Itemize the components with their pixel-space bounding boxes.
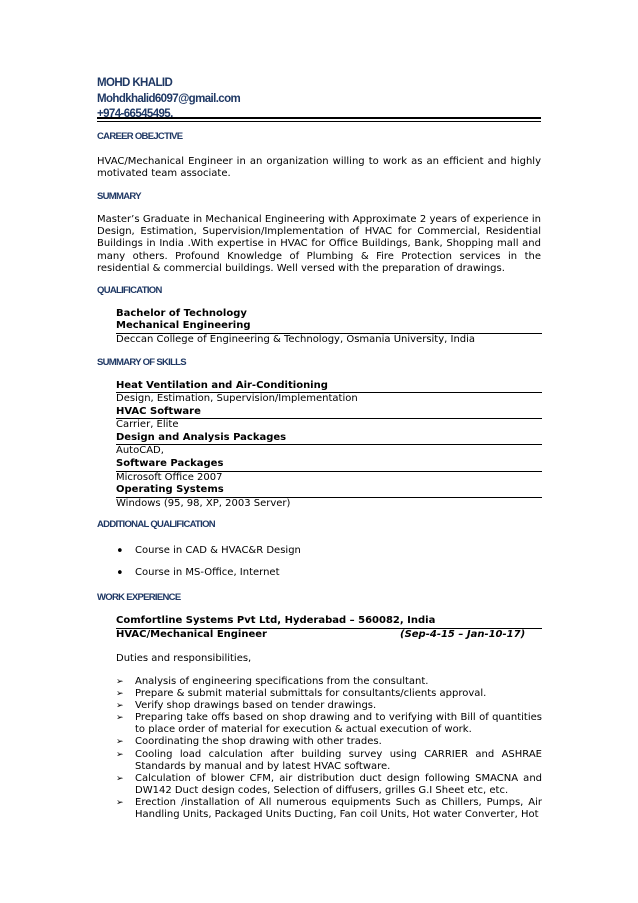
candidate-name: MOHD KHALID xyxy=(97,77,173,89)
duty-item xyxy=(116,676,542,688)
job-dates: (Sep-4-15 – Jan-10-17) xyxy=(400,628,526,640)
arrow-bullet-icon: ➢ xyxy=(116,749,124,760)
bullet-icon: • xyxy=(116,544,124,559)
skill-detail: Design, Estimation, Supervision/Implementation xyxy=(116,393,358,405)
duties-list xyxy=(116,676,542,821)
duty-item xyxy=(116,712,542,736)
qualification-title: QUALIFICATION xyxy=(97,285,162,296)
summary-text: Master’s Graduate in Mechanical Engineering with Approximate 2 years of experience in Design, Estimation, Supervision/Implementation of HVAC for Commercial, Residential Buildings in India .With expertise in HVAC for Office Buildings, Bank, Shopping mall and many others. Profound Knowledge of Plumbing & Fire Protection services in the residential & commercial buildings. Well versed with the preparation of drawings. xyxy=(97,214,541,274)
arrow-bullet-icon: ➢ xyxy=(116,701,124,712)
skill-heading: Design and Analysis Packages xyxy=(116,432,542,445)
list-item-text: Course in CAD & HVAC&R Design xyxy=(135,545,301,556)
duty-item xyxy=(116,700,542,712)
duty-text: Coordinating the shop drawing with other trades. xyxy=(135,736,382,748)
header-divider-thin xyxy=(97,121,541,122)
duty-text: Cooling load calculation after building survey using CARRIER and ASHRAE Standards by manual and by latest HVAC software. xyxy=(135,748,542,772)
duty-text: Erection /installation of All numerous equipments Such as Chillers, Pumps, Air Handling Units, Packaged Units Ducting, Fan coil Units, Hot water Converter, Hot xyxy=(135,796,542,821)
arrow-bullet-icon: ➢ xyxy=(116,797,124,808)
skills-block xyxy=(116,380,542,510)
skill-detail: Windows (95, 98, XP, 2003 Server) xyxy=(116,497,291,509)
email-address: Mohdkhalid6097@gmail.com xyxy=(97,92,241,105)
duty-text: Calculation of blower CFM, air distribution duct design following SMACNA and DW142 Duct design codes, Selection of diffusers, grilles G.I Sheet etc, etc. xyxy=(135,772,542,796)
degree-branch: Mechanical Engineering xyxy=(116,320,542,333)
phone-number: +974-66545495. xyxy=(97,108,173,120)
arrow-bullet-icon: ➢ xyxy=(116,713,124,724)
skill-detail: AutoCAD, xyxy=(116,445,164,457)
arrow-bullet-icon: ➢ xyxy=(116,737,124,748)
college-name: Deccan College of Engineering & Technology, Osmania University, India xyxy=(116,333,476,345)
duty-item xyxy=(116,797,542,821)
skill-heading: Operating Systems xyxy=(116,484,542,497)
duty-text: Analysis of engineering specifications from the consultant. xyxy=(135,676,429,687)
job-role: HVAC/Mechanical Engineer xyxy=(116,628,267,640)
arrow-bullet-icon: ➢ xyxy=(116,773,124,784)
skill-detail: Microsoft Office 2007 xyxy=(116,471,223,483)
additional-qualification-title: ADDITIONAL QUALIFICATION xyxy=(97,519,215,530)
summary-title: SUMMARY xyxy=(97,191,141,202)
job-role-row xyxy=(116,629,542,642)
header-divider xyxy=(97,117,541,119)
duty-item xyxy=(116,749,542,773)
skills-title: SUMMARY OF SKILLS xyxy=(97,357,186,368)
job-header xyxy=(116,615,542,641)
arrow-bullet-icon: ➢ xyxy=(116,689,124,700)
skill-heading: HVAC Software xyxy=(116,406,542,419)
degree-name: Bachelor of Technology xyxy=(116,308,247,319)
career-objective-text: HVAC/Mechanical Engineer in an organization willing to work as an efficient and highly motivated team associate. xyxy=(97,156,541,180)
skill-heading: Software Packages xyxy=(116,458,542,471)
duty-text: Prepare & submit material submittals for consultants/clients approval. xyxy=(135,688,487,700)
duty-item xyxy=(116,688,542,700)
arrow-bullet-icon: ➢ xyxy=(116,677,124,687)
career-objective-title: CAREER OBEJCTIVE xyxy=(97,131,183,142)
company-name: Comfortline Systems Pvt Ltd, Hyderabad – 560082, India xyxy=(116,615,542,629)
duties-label xyxy=(116,653,542,666)
contact-header xyxy=(97,76,541,123)
skill-detail: Carrier, Elite xyxy=(116,419,179,431)
skill-heading: Heat Ventilation and Air-Conditioning xyxy=(116,380,542,393)
duty-text: Preparing take offs based on shop drawing and to verifying with Bill of quantities to place order of material for execution & actual execution of work. xyxy=(135,712,542,736)
duties-label-text: Duties and responsibilities, xyxy=(116,653,252,664)
bullet-icon: • xyxy=(116,566,124,581)
duty-item xyxy=(116,773,542,797)
duty-item xyxy=(116,736,542,748)
qualification-block xyxy=(116,308,542,346)
work-experience-title: WORK EXPERIENCE xyxy=(97,592,181,603)
duty-text: Verify shop drawings based on tender drawings. xyxy=(135,700,377,712)
list-item-text: Course in MS-Office, Internet xyxy=(135,567,280,578)
